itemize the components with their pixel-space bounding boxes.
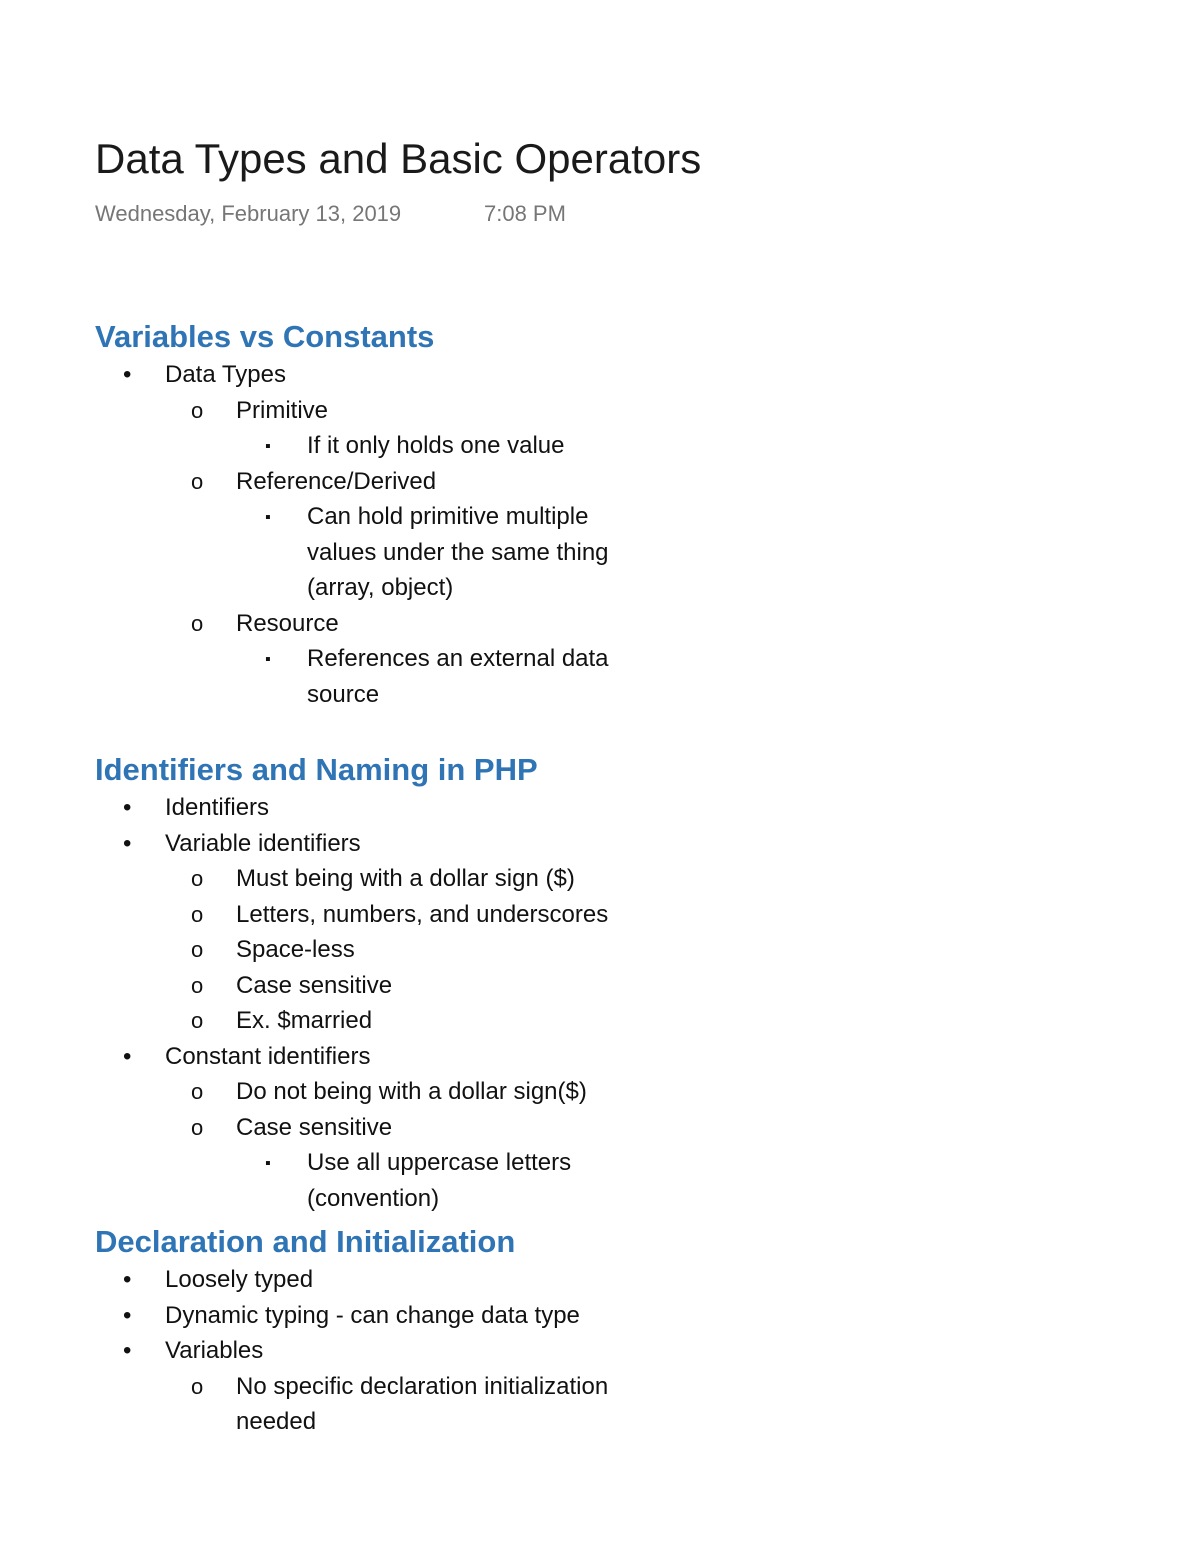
list-item <box>95 1074 795 1110</box>
page-date: Wednesday, February 13, 2019 <box>95 201 402 226</box>
list-item <box>95 1298 795 1334</box>
list-item-text: References an external data source <box>307 645 609 708</box>
list-item-text: Must being with a dollar sign ($) <box>236 865 575 892</box>
list-item-text: Space-less <box>236 936 355 963</box>
bullet-square-icon: ▪ <box>265 509 271 526</box>
bullet-list <box>95 790 795 1216</box>
list-item-text: Data Types <box>165 361 286 388</box>
list-item <box>95 499 795 606</box>
page-title: Data Types and Basic Operators <box>95 135 702 182</box>
page-time: 7:08 PM <box>484 201 566 226</box>
bullet-list <box>95 357 795 712</box>
bullet-circle-icon: o <box>191 397 204 423</box>
list-item-text: Constant identifiers <box>165 1042 371 1070</box>
list-item-text: Ex. $married <box>236 1007 373 1034</box>
bullet-circle-icon: o <box>191 1079 204 1104</box>
bullet-circle-icon: o <box>191 937 204 962</box>
list-item <box>95 790 795 826</box>
list-item-text: If it only holds one value <box>307 432 565 459</box>
list-item <box>95 1039 795 1075</box>
list-item <box>95 1110 795 1146</box>
list-item-text: Primitive <box>236 396 329 424</box>
list-item-text: Letters, numbers, and underscores <box>236 900 609 928</box>
list-item-text: Use all uppercase letters (convention) <box>307 1149 572 1212</box>
list-item <box>95 428 795 464</box>
bullet-circle-icon: o <box>191 866 204 891</box>
section-heading: Identifiers and Naming in PHP <box>95 752 538 787</box>
list-item-text: Dynamic typing - can change data type <box>165 1301 580 1329</box>
list-item <box>95 826 795 862</box>
bullet-dot-icon: • <box>123 1266 132 1293</box>
section-variables-vs-constants <box>95 317 795 712</box>
bullet-dot-icon: • <box>123 361 132 388</box>
list-item <box>95 393 795 429</box>
list-item <box>95 357 795 393</box>
list-item <box>95 1333 795 1369</box>
list-item-text: No specific declaration initialization needed <box>236 1372 609 1435</box>
bullet-circle-icon: o <box>191 1114 204 1140</box>
bullet-list <box>95 1262 795 1440</box>
bullet-dot-icon: • <box>123 794 132 821</box>
list-item <box>95 464 795 500</box>
list-item <box>95 968 795 1004</box>
list-item <box>95 897 795 933</box>
list-item <box>95 932 795 968</box>
bullet-dot-icon: • <box>123 1042 132 1070</box>
list-item-text: Case sensitive <box>236 1113 393 1141</box>
list-item-text: Resource <box>236 609 339 637</box>
list-item-text: Loosely typed <box>165 1266 314 1293</box>
section-declaration-and-initialization <box>95 1222 795 1440</box>
list-item <box>95 861 795 897</box>
list-item <box>95 641 795 712</box>
bullet-circle-icon: o <box>191 972 204 998</box>
page-timestamp <box>95 200 566 228</box>
list-item-text: Identifiers <box>165 794 270 821</box>
list-item <box>95 1145 795 1216</box>
list-item <box>95 1003 795 1039</box>
bullet-dot-icon: • <box>123 829 132 857</box>
bullet-dot-icon: • <box>123 1301 132 1329</box>
list-item <box>95 1262 795 1298</box>
bullet-circle-icon: o <box>191 468 204 494</box>
bullet-circle-icon: o <box>191 1008 204 1033</box>
bullet-dot-icon: • <box>123 1337 132 1364</box>
list-item <box>95 1369 795 1440</box>
list-item-text: Variables <box>165 1337 264 1364</box>
bullet-circle-icon: o <box>191 1373 204 1399</box>
bullet-circle-icon: o <box>191 901 204 927</box>
list-item-text: Case sensitive <box>236 971 393 999</box>
bullet-circle-icon: o <box>191 610 204 636</box>
bullet-square-icon: ▪ <box>265 651 271 668</box>
list-item-text: Reference/Derived <box>236 467 437 495</box>
list-item <box>95 606 795 642</box>
list-item-text: Do not being with a dollar sign($) <box>236 1078 587 1105</box>
list-item-text: Can hold primitive multiple values under the same thing (array, object) <box>307 503 609 601</box>
bullet-square-icon: ▪ <box>265 1155 271 1172</box>
list-item-text: Variable identifiers <box>165 829 361 857</box>
section-heading: Variables vs Constants <box>95 319 435 354</box>
section-heading: Declaration and Initialization <box>95 1224 516 1259</box>
section-identifiers-and-naming <box>95 750 795 1216</box>
bullet-square-icon: ▪ <box>265 438 271 455</box>
